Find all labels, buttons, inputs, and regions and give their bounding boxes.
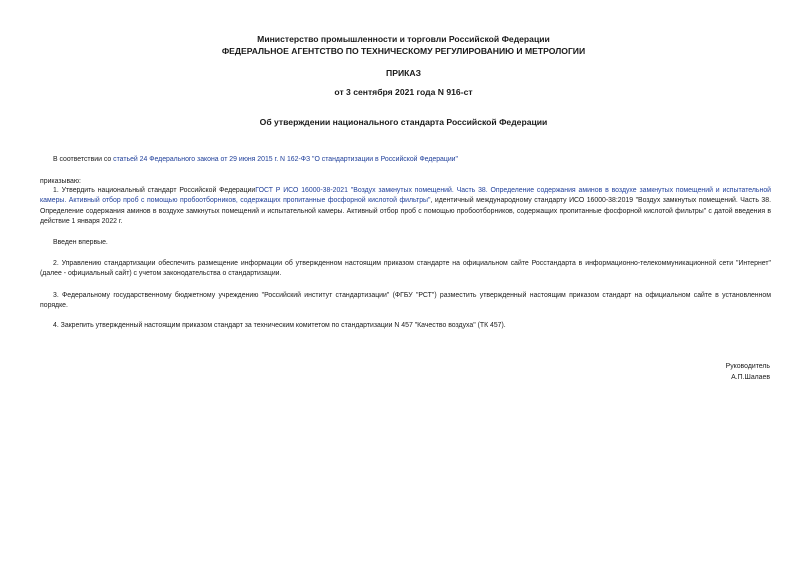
item-2-paragraph: 2. Управлению стандартизации обеспечить размещение информации об утвержденном настоящим приказом стандарте на официальном сайте Росстандарта в информационно-телекоммуникационной сети "Интернет" (далее - официальный сайт) с учетом законодательства о стандартизации. [40,260,771,278]
order-subject: Об утверждении национального стандарта Российской Федерации [259,117,548,127]
legal-basis-paragraph [53,155,773,165]
federal-law-link[interactable]: статьей 24 Федерального закона от 29 июня 2015 г. N 162-ФЗ "О стандартизации в Российской Федерации" [113,156,458,163]
order-word: приказываю: [40,178,81,185]
item-1-prefix: 1. Утвердить национальный стандарт Российской Федерации [53,187,256,194]
signatory-title: Руководитель [725,363,770,370]
item-3-paragraph: 3. Федеральному государственному бюджетному учреждению "Российский институт стандартизации" (ФГБУ "РСТ") разместить утвержденный настоящим приказом стандарт на официальном сайте в установленном порядке. [40,292,771,310]
item-4-paragraph: 4. Закрепить утвержденный настоящим приказом стандарт за техническим комитетом по стандартизации N 457 "Качество воздуха" (ТК 457). [53,322,506,329]
basis-prefix: В соответствии со [53,156,114,163]
item-1-paragraph [40,186,771,228]
first-time-note: Введен впервые. [53,239,108,246]
ministry-name: Министерство промышленности и торговли Российской Федерации [257,34,550,44]
item-1-suffix: , идентичный международному стандарту ИСО 16000-38:2019 "Воздух замкнутых помещений. Часть 38. Определение содержания аминов в воздухе замкнутых помещений и испытательной камеры. Активный отбор проб с помощью пробоотборников, содержащих пропитанные фосфорной кислотой фильтры" с датой введения в действие 1 января 2022 г. [40,197,771,226]
standard-link[interactable]: ГОСТ Р ИСО 16000-38-2021 "Воздух замкнутых помещений. Часть 38. Определение содержания аминов в воздухе замкнутых помещений и испытательной камеры. Активный отбор проб с помощью пробоотборников, содержащих пропитанные фосфорной кислотой фильтры" [40,187,771,205]
document-type: ПРИКАЗ [386,68,421,78]
order-date-number: от 3 сентября 2021 года N 916-ст [334,87,473,97]
agency-name: ФЕДЕРАЛЬНОЕ АГЕНТСТВО ПО ТЕХНИЧЕСКОМУ РЕГУЛИРОВАНИЮ И МЕТРОЛОГИИ [221,46,586,56]
signatory-name: А.П.Шалаев [731,374,770,381]
